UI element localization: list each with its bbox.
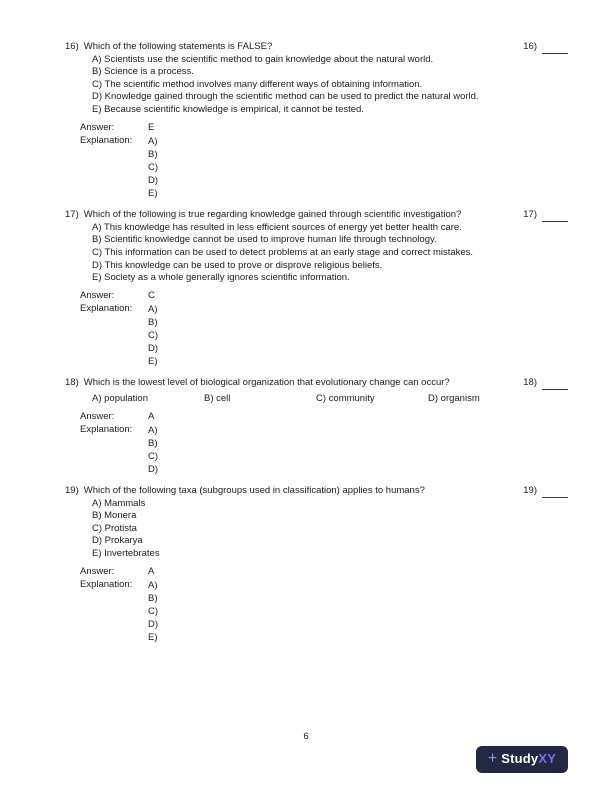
option: C) The scientific method involves many different ways of obtaining information. [92, 78, 423, 90]
question-text-line [65, 41, 272, 54]
option: B) Monera [92, 510, 137, 522]
explanation-item: C) [148, 330, 159, 342]
explanation [80, 579, 568, 644]
option: C) This information can be used to detect problems at an early stage and correct mistakes. [92, 246, 474, 258]
question-header [65, 209, 568, 222]
option: C) community [316, 392, 375, 404]
option: E) Because scientific knowledge is empirical, it cannot be tested. [92, 103, 364, 115]
option: D) Prokarya [92, 535, 143, 547]
answer-blank-line [542, 380, 568, 390]
option: E) Society as a whole generally ignores scientific information. [92, 272, 350, 284]
option: C) Protista [92, 522, 137, 534]
question-text: Which of the following is true regarding knowledge gained through scientific investigation? [83, 209, 462, 221]
answer-label: Answer: [80, 410, 115, 422]
explanation-item: B) [148, 317, 158, 329]
explanation-items [148, 135, 158, 200]
explanation-items [148, 303, 158, 368]
answer-blank-line [542, 212, 568, 222]
explanation-label: Explanation: [80, 135, 133, 147]
question-number: 17) [65, 209, 79, 221]
option: D) This knowledge can be used to prove or disprove religious beliefs. [92, 259, 383, 271]
question-text-line [65, 209, 461, 222]
question-text-line [65, 485, 425, 498]
option: A) This knowledge has resulted in less efficient sources of energy yet better health care. [92, 221, 462, 233]
answer-blank-line [542, 488, 568, 498]
question-header [65, 377, 568, 390]
answer-label: Answer: [80, 565, 115, 577]
question-header [65, 485, 568, 498]
answer-label: Answer: [80, 121, 115, 133]
answer-value: A [148, 410, 155, 422]
explanation-items [148, 579, 158, 644]
explanation-item: A) [148, 304, 158, 316]
page-content [65, 41, 568, 653]
question-header [65, 41, 568, 54]
answer-blank-number: 16) [523, 41, 537, 52]
explanation-items [148, 424, 158, 476]
answer-value: C [148, 289, 155, 301]
explanation-item: C) [148, 606, 159, 618]
explanation [80, 303, 568, 368]
option: A) Scientists use the scientific method to gain knowledge about the natural world. [92, 53, 434, 65]
options-list-inline [92, 393, 568, 406]
question-number: 16) [65, 41, 79, 52]
explanation-item: D) [148, 464, 159, 476]
answer-blank [523, 485, 568, 498]
question-18 [65, 377, 568, 476]
answer-blank-line [542, 44, 568, 54]
option: A) population [92, 392, 148, 404]
explanation-label: Explanation: [80, 579, 133, 591]
explanation-item: C) [148, 162, 159, 174]
explanation-item: C) [148, 451, 159, 463]
logo-text-study: Study [501, 751, 539, 767]
explanation-item: E) [148, 632, 158, 644]
question-text: Which of the following taxa (subgroups used in classification) applies to humans? [83, 485, 425, 497]
explanation [80, 424, 568, 476]
options-list [92, 54, 568, 117]
question-number: 19) [65, 485, 79, 497]
options-list [92, 222, 568, 285]
answer-line [80, 290, 568, 303]
answer-line [80, 122, 568, 135]
answer-blank [523, 209, 568, 222]
answer-blank-number: 18) [523, 377, 537, 389]
options-list [92, 498, 568, 561]
plus-icon: + [487, 749, 498, 767]
answer-blank [523, 41, 568, 54]
question-16 [65, 41, 568, 200]
option: B) Science is a process. [92, 66, 194, 78]
explanation-item: E) [148, 356, 158, 368]
explanation-label: Explanation: [80, 303, 133, 315]
question-text-line [65, 377, 450, 390]
studyxy-logo [476, 746, 568, 773]
explanation-item: B) [148, 593, 158, 605]
page-number: 6 [303, 731, 309, 742]
explanation-item: B) [148, 438, 158, 450]
explanation-item: D) [148, 343, 159, 355]
explanation-item: D) [148, 619, 159, 631]
explanation [80, 135, 568, 200]
explanation-label: Explanation: [80, 424, 133, 436]
answer-blank-number: 19) [523, 485, 537, 497]
question-19 [65, 485, 568, 644]
explanation-item: B) [148, 149, 158, 161]
answer-line [80, 566, 568, 579]
answer-label: Answer: [80, 289, 115, 301]
question-text: Which of the following statements is FALSE? [83, 41, 273, 52]
option: A) Mammals [92, 497, 146, 509]
option: B) cell [204, 392, 231, 404]
question-17 [65, 209, 568, 368]
answer-value: E [148, 121, 155, 133]
answer-blank [523, 377, 568, 390]
answer-blank-number: 17) [523, 209, 537, 221]
explanation-item: A) [148, 136, 158, 148]
question-number: 18) [65, 377, 79, 389]
option: E) Invertebrates [92, 548, 160, 560]
question-text: Which is the lowest level of biological organization that evolutionary change can occur? [83, 377, 450, 389]
explanation-item: D) [148, 175, 159, 187]
answer-value: A [148, 565, 155, 577]
explanation-item: E) [148, 188, 158, 200]
explanation-item: A) [148, 425, 158, 437]
option: D) Knowledge gained through the scientific method can be used to predict the natural world. [92, 91, 479, 103]
option: D) organism [428, 392, 480, 404]
explanation-item: A) [148, 580, 158, 592]
option: B) Scientific knowledge cannot be used to improve human life through technology. [92, 234, 437, 246]
logo-text-xy: XY [538, 751, 557, 767]
answer-line [80, 411, 568, 424]
